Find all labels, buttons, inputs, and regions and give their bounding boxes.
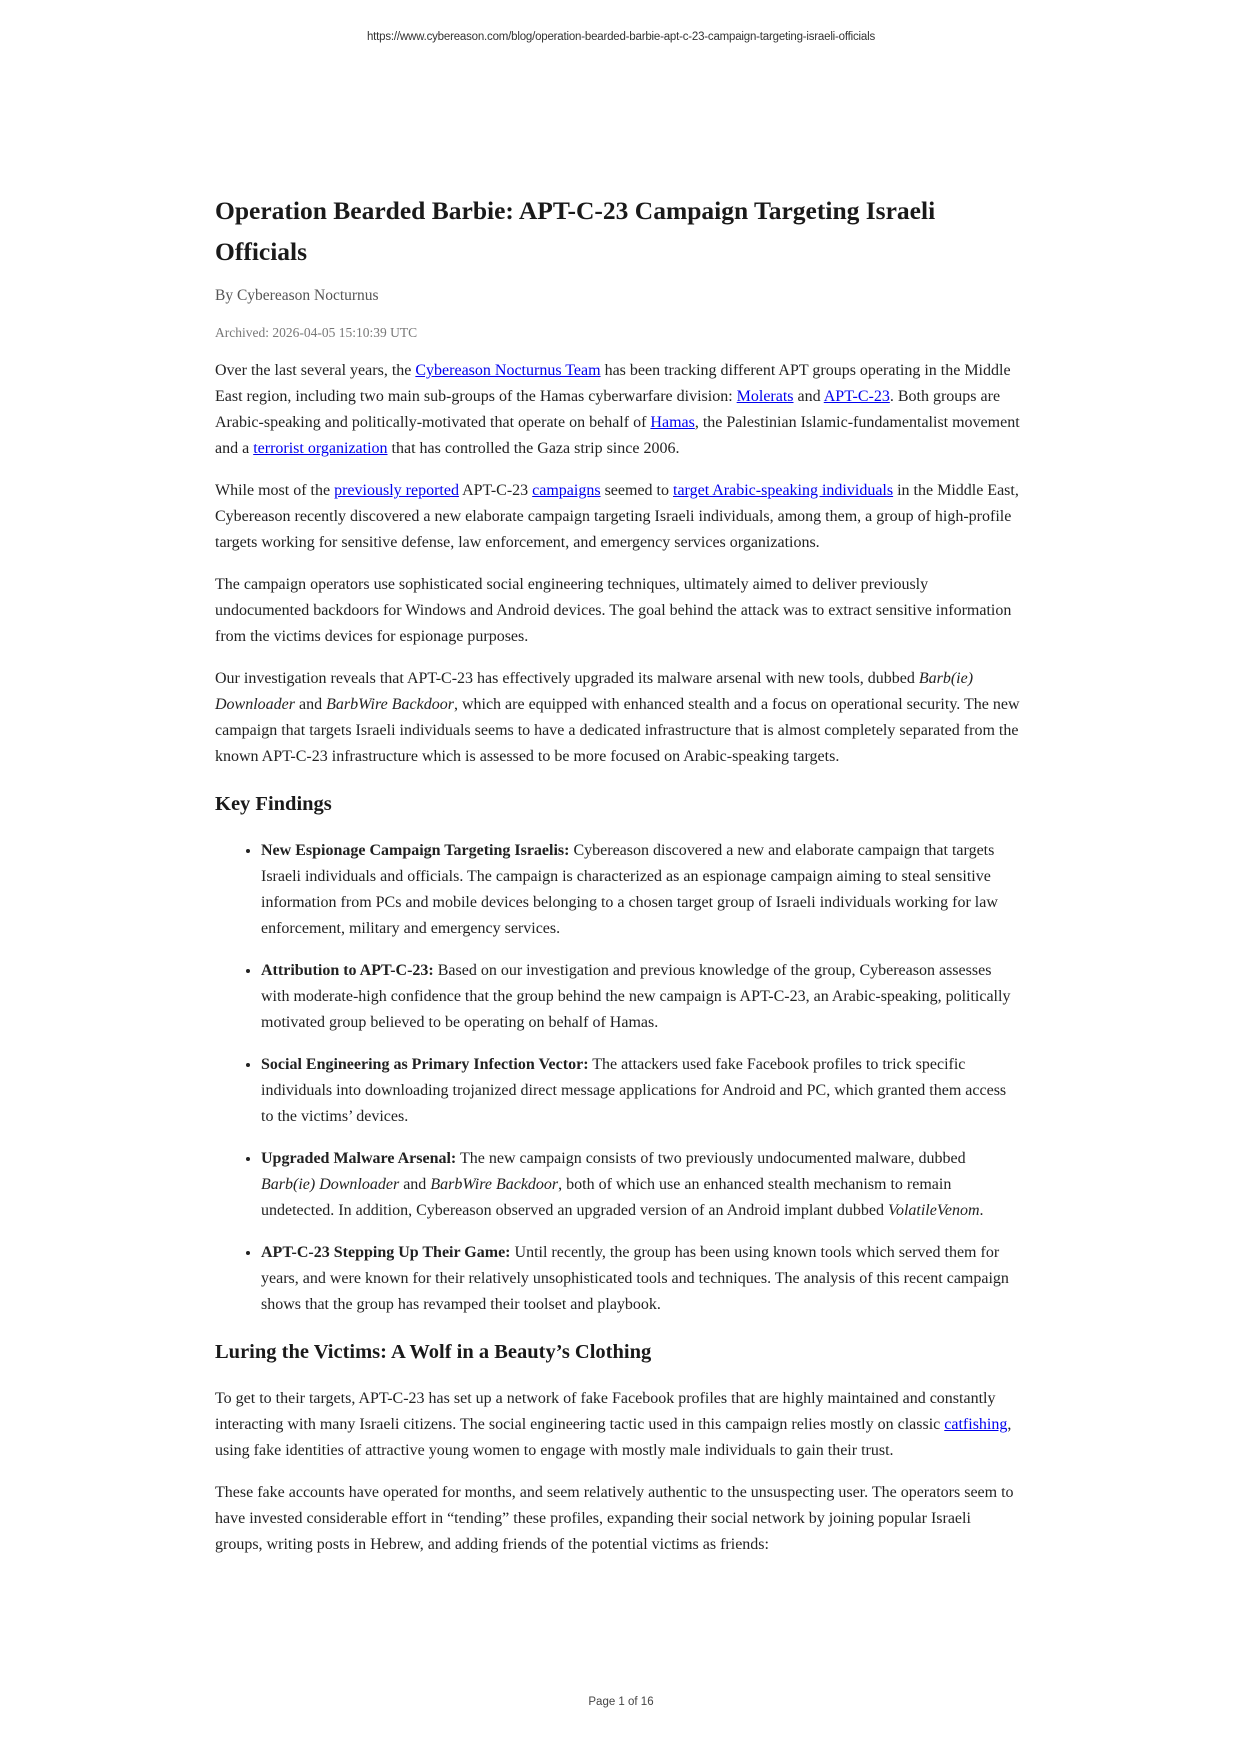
article-title: Operation Bearded Barbie: APT-C-23 Campaign Targeting Israeli Officials: [215, 196, 936, 266]
text-run: has been tracking different APT groups operating in the Middle East region, including two main sub-groups of the Hamas cyberwarfare division:: [215, 362, 1011, 405]
paragraph: [215, 572, 1020, 650]
text-run: Until recently, the group has been using known tools which served them for years, and were known for their relatively unsophisticated tools and techniques. The analysis of this recent campaign shows that the group has revamped their toolset and playbook.: [261, 1244, 1009, 1313]
finding-label: Social Engineering as Primary Infection Vector:: [261, 1056, 589, 1073]
text-run: and: [793, 388, 824, 405]
inline-link[interactable]: campaigns: [532, 482, 601, 499]
text-run: While most of the: [215, 482, 335, 499]
italic-term: Barb(ie) Downloader: [215, 670, 974, 713]
inline-link[interactable]: terrorist organization: [253, 440, 388, 457]
text-run: The attackers used fake Facebook profiles to trick specific individuals into downloading trojanized direct message applications for Android and PC, which granted them access to the victims’ devices.: [261, 1056, 1007, 1125]
inline-link[interactable]: target Arabic-speaking individuals: [673, 482, 894, 499]
text-run: in the Middle East, Cybereason recently discovered a new elaborate campaign targeting Israeli individuals, among them, a group of high-profile targets working for sensitive defense, law enforcement, and emergency services organizations.: [215, 482, 1019, 551]
text-run: To get to their targets, APT-C-23 has set up a network of fake Facebook profiles that are highly maintained and constantly interacting with many Israeli citizens. The social engineering tactic used in this campaign relies mostly on classic: [215, 1390, 996, 1433]
text-run: Based on our investigation and previous knowledge of the group, Cybereason assesses with moderate-high confidence that the group behind the new campaign is APT-C-23, an Arabic-speaking, politically motivated group believed to be operating on behalf of Hamas.: [261, 962, 1011, 1031]
italic-term: Barb(ie) Downloader: [261, 1176, 400, 1193]
list-item: [261, 958, 1020, 1036]
article-body: [215, 358, 1020, 1558]
section-heading: [215, 790, 1020, 818]
finding-label: APT-C-23 Stepping Up Their Game:: [261, 1244, 511, 1261]
paragraph: [215, 1480, 1020, 1558]
finding-label: New Espionage Campaign Targeting Israelis:: [261, 842, 570, 859]
list-item: [261, 1240, 1020, 1318]
section-heading: [215, 1338, 1020, 1366]
italic-term: BarbWire Backdoor: [326, 696, 454, 713]
paragraph: [215, 358, 1020, 462]
archived-timestamp: Archived: 2026-04-05 15:10:39 UTC: [215, 325, 418, 340]
text-run: Cybereason discovered a new and elaborate campaign that targets Israeli individuals and officials. The campaign is characterized as an espionage campaign aiming to steal sensitive information from PCs and mobile devices belonging to a chosen target group of Israeli individuals working for law enforcement, military and emergency services.: [261, 842, 998, 937]
finding-label: Attribution to APT-C-23:: [261, 962, 434, 979]
italic-term: VolatileVenom: [887, 1202, 980, 1219]
article: [215, 190, 1020, 1574]
inline-link[interactable]: Hamas: [650, 414, 695, 431]
text-run: , the Palestinian Islamic-fundamentalist movement and a: [215, 414, 1020, 457]
page-number: Page 1 of 16: [588, 1696, 654, 1708]
text-run: Key Findings: [215, 793, 332, 815]
text-run: , both of which use an enhanced stealth mechanism to remain undetected. In addition, Cybereason observed an upgraded version of an Android implant dubbed: [261, 1176, 952, 1219]
text-run: .: [979, 1202, 984, 1219]
key-findings-list: [215, 838, 1020, 1318]
source-url: https://www.cybereason.com/blog/operation-bearded-barbie-apt-c-23-campaign-targeting-israeli-officials: [366, 31, 875, 43]
finding-label: Upgraded Malware Arsenal:: [261, 1150, 457, 1167]
text-run: The new campaign consists of two previously undocumented malware, dubbed: [456, 1150, 966, 1167]
paragraph: [215, 478, 1020, 556]
paragraph: [215, 666, 1020, 770]
text-run: These fake accounts have operated for months, and seem relatively authentic to the unsuspecting user. The operators seem to have invested considerable effort in “tending” these profiles, expanding their social network by joining popular Israeli groups, writing posts in Hebrew, and adding friends of the potential victims as friends:: [215, 1484, 1014, 1553]
inline-link[interactable]: catfishing: [944, 1416, 1008, 1433]
italic-term: BarbWire Backdoor: [430, 1176, 559, 1193]
paragraph: [215, 1386, 1020, 1464]
text-run: APT-C-23: [458, 482, 533, 499]
inline-link[interactable]: Molerats: [736, 388, 794, 405]
text-run: seemed to: [600, 482, 673, 499]
text-run: , which are equipped with enhanced stealth and a focus on operational security. The new campaign that targets Israeli individuals seems to have a dedicated infrastructure that is almost completely separated from the known APT-C-23 infrastructure which is assessed to be more focused on Arabic-speaking targets.: [215, 696, 1020, 765]
text-run: , using fake identities of attractive young women to engage with mostly male individuals to gain their trust.: [215, 1416, 1012, 1459]
list-item: [261, 1146, 1020, 1224]
article-author: By Cybereason Nocturnus: [215, 287, 379, 304]
text-run: Our investigation reveals that APT-C-23 has effectively upgraded its malware arsenal with new tools, dubbed: [215, 670, 919, 687]
list-item: [261, 838, 1020, 942]
text-run: . Both groups are Arabic-speaking and politically-motivated that operate on behalf of: [215, 388, 1001, 431]
text-run: that has controlled the Gaza strip since 2006.: [387, 440, 680, 457]
inline-link[interactable]: previously reported: [334, 482, 459, 499]
text-run: Luring the Victims: A Wolf in a Beauty’s Clothing: [215, 1341, 652, 1363]
text-run: and: [295, 696, 327, 713]
text-run: The campaign operators use sophisticated social engineering techniques, ultimately aimed to deliver previously undocumented backdoors for Windows and Android devices. The goal behind the attack was to extract sensitive information from the victims devices for espionage purposes.: [215, 576, 1012, 645]
inline-link[interactable]: APT-C-23: [823, 388, 890, 405]
text-run: Over the last several years, the: [215, 362, 416, 379]
list-item: [261, 1052, 1020, 1130]
text-run: and: [399, 1176, 431, 1193]
inline-link[interactable]: Cybereason Nocturnus Team: [415, 362, 601, 379]
